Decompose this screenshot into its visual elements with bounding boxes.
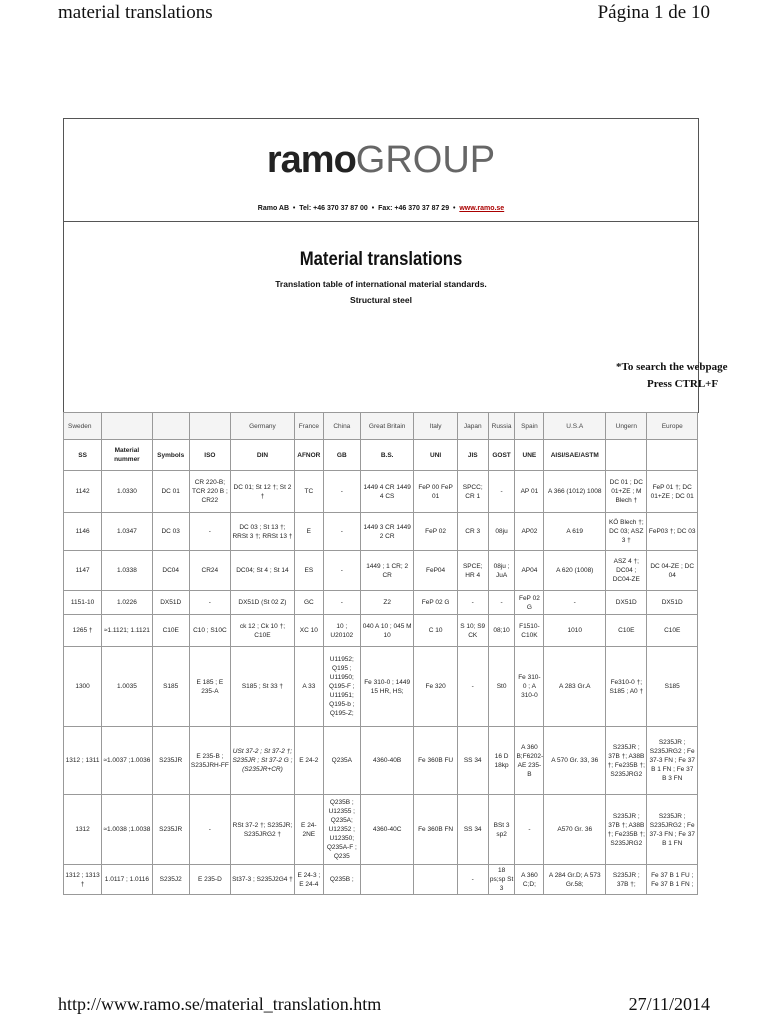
table-cell: 08ju (488, 513, 515, 551)
table-cell: - (488, 471, 515, 513)
logo-light: GROUP (355, 139, 496, 181)
table-cell: 1265 † (64, 615, 102, 647)
table-cell: SS 34 (457, 795, 488, 865)
table-cell: A 360 C;D; (515, 865, 544, 895)
table-cell: - (323, 513, 360, 551)
page-category: Structural steel (350, 295, 412, 305)
table-cell: 1.0330 (102, 471, 153, 513)
standard-header-cell: UNI (414, 440, 457, 471)
table-cell: DC 01 (152, 471, 189, 513)
table-cell: FeP 02 G (414, 591, 457, 615)
table-cell: E 24-2 (294, 727, 323, 795)
table-cell: FeP 02 (414, 513, 457, 551)
country-header-cell: Great Britain (360, 413, 414, 440)
country-header-cell: Europe (647, 413, 698, 440)
country-header-cell (189, 413, 230, 440)
table-cell: 1147 (64, 551, 102, 591)
table-cell: 08;10 (488, 615, 515, 647)
table-cell: Fe310-0 †; S185 ; A0 † (606, 647, 647, 727)
table-cell: S235J2 (152, 865, 189, 895)
country-header-cell: France (294, 413, 323, 440)
table-cell: SPCC; CR 1 (457, 471, 488, 513)
table-cell: - (189, 795, 230, 865)
table-cell: A 366 (1012) 1008 (544, 471, 606, 513)
table-cell: 1449 3 CR 1449 2 CR (360, 513, 414, 551)
table-row (64, 471, 698, 513)
table-cell: C10E (152, 615, 189, 647)
table-cell: A 619 (544, 513, 606, 551)
country-header-cell: U.S.A (544, 413, 606, 440)
table-cell: S235JR ; 37B †; (606, 865, 647, 895)
page-subtitle: Translation table of international material standards. (275, 279, 487, 289)
table-cell: 1151-10 (64, 591, 102, 615)
table-cell: S235JR ; S235JRG2 ; Fe 37-3 FN ; Fe 37 B 1 FN ; Fe 37 B 3 FN (647, 727, 698, 795)
standard-header-cell: AFNOR (294, 440, 323, 471)
table-cell: 1146 (64, 513, 102, 551)
table-cell: U11952; Q195 ; U11950; Q195-F ; U11951; Q195-b ; Q195-Z; (323, 647, 360, 727)
header-divider (64, 221, 698, 222)
table-cell: Q235A (323, 727, 360, 795)
standard-header-cell: GOST (488, 440, 515, 471)
country-header-row (64, 413, 698, 440)
table-cell: A 283 Gr.A (544, 647, 606, 727)
source-url[interactable]: http://www.ramo.se/material_translation.htm (58, 994, 382, 1014)
table-cell: C 10 (414, 615, 457, 647)
table-cell: Fe 320 (414, 647, 457, 727)
table-cell: - (323, 591, 360, 615)
ramo-logo (64, 139, 698, 182)
table-cell: DX51D (St 02 Z) (230, 591, 294, 615)
table-cell: DX51D (606, 591, 647, 615)
table-cell: S185 ; St 33 † (230, 647, 294, 727)
table-cell: - (488, 591, 515, 615)
table-cell: 040 A 10 ; 045 M 10 (360, 615, 414, 647)
table-cell: - (457, 647, 488, 727)
table-cell: 1312 ; 1313 † (64, 865, 102, 895)
table-cell: - (189, 513, 230, 551)
table-cell: St37-3 ; S235J2G4 † (230, 865, 294, 895)
table-cell: - (457, 591, 488, 615)
table-cell: DC 03 ; St 13 †; RRSt 3 †; RRSt 13 † (230, 513, 294, 551)
table-cell: ES (294, 551, 323, 591)
table-cell: St0 (488, 647, 515, 727)
table-cell: 1.0226 (102, 591, 153, 615)
country-header-cell (102, 413, 153, 440)
table-cell: - (323, 551, 360, 591)
table-cell: 1312 ; 1311 (64, 727, 102, 795)
contact-tel: Tel: +46 370 37 87 00 (299, 205, 368, 212)
table-cell: F1510-C10K (515, 615, 544, 647)
table-row (64, 727, 698, 795)
table-cell: C10 ; S10C (189, 615, 230, 647)
document-frame (63, 118, 728, 413)
table-cell: DC 01; St 12 †; St 2 † (230, 471, 294, 513)
table-cell: 1.0117 ; 1.0116 (102, 865, 153, 895)
table-cell: Z2 (360, 591, 414, 615)
standard-header-cell: Symbols (152, 440, 189, 471)
page-number: Página 1 de 10 (597, 2, 710, 23)
table-cell: E 235-B ; S235JRH-FF (189, 727, 230, 795)
table-cell: ck 12 ; Ck 10 †; C10E (230, 615, 294, 647)
table-row (64, 551, 698, 591)
table-cell: USt 37-2 ; St 37-2 †; S235JR ; St 37-2 G ; (S235JR+CR) (230, 727, 294, 795)
table-cell: S235JR (152, 795, 189, 865)
table-cell: - (544, 591, 606, 615)
table-cell: 1142 (64, 471, 102, 513)
table-cell: FeP03 †; DC 03 (647, 513, 698, 551)
table-cell: DX51D (152, 591, 189, 615)
table-cell: AP02 (515, 513, 544, 551)
table-cell: GC (294, 591, 323, 615)
table-cell: Fe 360B FU (414, 727, 457, 795)
table-cell: 10 ; U20102 (323, 615, 360, 647)
table-cell: S235JR ; 37B †; A38B †; Fe235B †; S235JRG2 (606, 727, 647, 795)
table-cell: AP04 (515, 551, 544, 591)
country-header-cell: China (323, 413, 360, 440)
table-cell: RSt 37-2 †; S235JR; S235JRG2 † (230, 795, 294, 865)
table-cell: FeP04 (414, 551, 457, 591)
table-cell (414, 865, 457, 895)
table-cell: FeP 02 G (515, 591, 544, 615)
page-header-title: material translations (58, 2, 213, 23)
country-header-cell: Russia (488, 413, 515, 440)
table-cell: DC 03 (152, 513, 189, 551)
page-title: Material translations (299, 249, 463, 270)
table-cell: FeP 01 †; DC 01+ZE ; DC 01 (647, 471, 698, 513)
table-row (64, 647, 698, 727)
company-name: Ramo AB (257, 205, 290, 212)
contact-fax: Fax: +46 370 37 87 29 (378, 205, 450, 212)
table-cell: CR 220-B; TCR 220 B ; CR22 (189, 471, 230, 513)
table-cell: 16 D 18kp (488, 727, 515, 795)
table-cell: CR24 (189, 551, 230, 591)
contact-line: Ramo AB • Tel: +46 370 37 87 00 • Fax: +46 370 37 87 29 • www.ramo.se (257, 205, 505, 212)
standard-header-cell: Material nummer (102, 440, 153, 471)
standard-header-cell: SS (64, 440, 102, 471)
table-cell: DC 04-ZE ; DC 04 (647, 551, 698, 591)
table-cell (360, 865, 414, 895)
table-cell: A 33 (294, 647, 323, 727)
table-cell: - (457, 865, 488, 895)
table-cell: S235JR ; 37B †; A38B †; Fe235B †; S235JRG2 (606, 795, 647, 865)
search-hint-line2: Press CTRL+F (647, 378, 719, 390)
table-cell: 1312 (64, 795, 102, 865)
country-header-cell: Germany (230, 413, 294, 440)
table-cell: Q235B ; (323, 865, 360, 895)
table-cell: KÖ Blech †; DC 03; ASZ 3 † (606, 513, 647, 551)
table-cell: C10E (606, 615, 647, 647)
table-cell: BSt 3 sp2 (488, 795, 515, 865)
table-cell: 1449 ; 1 CR; 2 CR (360, 551, 414, 591)
table-cell: 1.0347 (102, 513, 153, 551)
table-cell: AP 01 (515, 471, 544, 513)
standard-header-cell: JIS (457, 440, 488, 471)
table-cell: E 24-3 ; E 24-4 (294, 865, 323, 895)
standard-header-row (64, 440, 698, 471)
table-cell: - (189, 591, 230, 615)
country-header-cell: Spain (515, 413, 544, 440)
table-cell: Fe 310-0 ; A 310-0 (515, 647, 544, 727)
table-row (64, 865, 698, 895)
standard-header-cell: GB (323, 440, 360, 471)
table-cell: E (294, 513, 323, 551)
country-header-cell: Italy (414, 413, 457, 440)
table-cell: ≈1.1121; 1.1121 (102, 615, 153, 647)
table-cell: 18 ps;sp St 3 (488, 865, 515, 895)
standard-header-cell: DIN (230, 440, 294, 471)
search-hint-line1: *To search the webpage (616, 361, 728, 373)
table-cell: E 235-D (189, 865, 230, 895)
table-cell: Fe 37 B 1 FU ; Fe 37 B 1 FN ; (647, 865, 698, 895)
table-row (64, 615, 698, 647)
country-header-cell: Japan (457, 413, 488, 440)
table-cell: Fe 310-0 ; 1449 15 HR, HS; (360, 647, 414, 727)
table-cell: 4360-40C (360, 795, 414, 865)
table-cell: TC (294, 471, 323, 513)
table-cell: ASZ 4 †; DC04 ; DC04-ZE (606, 551, 647, 591)
table-row (64, 591, 698, 615)
standard-header-cell (647, 440, 698, 471)
table-cell: A570 Gr. 36 (544, 795, 606, 865)
table-cell: ≈1.0037 ;1.0036 (102, 727, 153, 795)
table-cell: - (515, 795, 544, 865)
table-cell: C10E (647, 615, 698, 647)
table-cell: S185 (152, 647, 189, 727)
table-cell: 1.0035 (102, 647, 153, 727)
website-link[interactable]: www.ramo.se (459, 205, 505, 212)
table-cell: S185 (647, 647, 698, 727)
material-table-wrapper (63, 412, 698, 895)
table-cell: S235JR ; S235JRG2 ; Fe 37-3 FN ; Fe 37 B 1 FN (647, 795, 698, 865)
table-cell: A 620 (1008) (544, 551, 606, 591)
table-cell: A 360 B;F6202-AE 235-B (515, 727, 544, 795)
table-cell: 1.0338 (102, 551, 153, 591)
table-cell: Q235B ; U12355 ; Q235A; U12352 ; U12350; Q235A-F ; Q235 (323, 795, 360, 865)
table-cell: - (323, 471, 360, 513)
country-header-cell (152, 413, 189, 440)
standard-header-cell: B.S. (360, 440, 414, 471)
standard-header-cell (606, 440, 647, 471)
standard-header-cell: UNE (515, 440, 544, 471)
table-cell: 4360-40B (360, 727, 414, 795)
country-header-cell: Ungern (606, 413, 647, 440)
table-cell: CR 3 (457, 513, 488, 551)
material-translation-table (63, 412, 698, 895)
table-row (64, 795, 698, 865)
table-cell: SPCE; HR 4 (457, 551, 488, 591)
table-cell: FeP 00 FeP 01 (414, 471, 457, 513)
table-cell: DC04 (152, 551, 189, 591)
table-cell: 1300 (64, 647, 102, 727)
table-cell: DC04; St 4 ; St 14 (230, 551, 294, 591)
standard-header-cell: AISI/SAE/ASTM (544, 440, 606, 471)
print-date: 27/11/2014 (628, 994, 710, 1014)
table-cell: S 10; S9 CK (457, 615, 488, 647)
table-cell: S235JR (152, 727, 189, 795)
table-cell: 08ju ; JuA (488, 551, 515, 591)
logo-bold: ramo (266, 139, 356, 181)
table-cell: A 570 Gr. 33, 36 (544, 727, 606, 795)
table-cell: ≈1.0038 ;1.0038 (102, 795, 153, 865)
table-cell: DX51D (647, 591, 698, 615)
table-cell: DC 01 ; DC 01+ZE ; M Blech † (606, 471, 647, 513)
table-cell: SS 34 (457, 727, 488, 795)
standard-header-cell: ISO (189, 440, 230, 471)
country-header-cell: Sweden (64, 413, 102, 440)
table-cell: 1449 4 CR 1449 4 CS (360, 471, 414, 513)
table-cell: 1010 (544, 615, 606, 647)
table-cell: A 284 Gr.D; A 573 Gr.58; (544, 865, 606, 895)
table-row (64, 513, 698, 551)
table-cell: XC 10 (294, 615, 323, 647)
table-cell: E 24-2NE (294, 795, 323, 865)
table-cell: E 185 ; E 235-A (189, 647, 230, 727)
table-cell: Fe 360B FN (414, 795, 457, 865)
